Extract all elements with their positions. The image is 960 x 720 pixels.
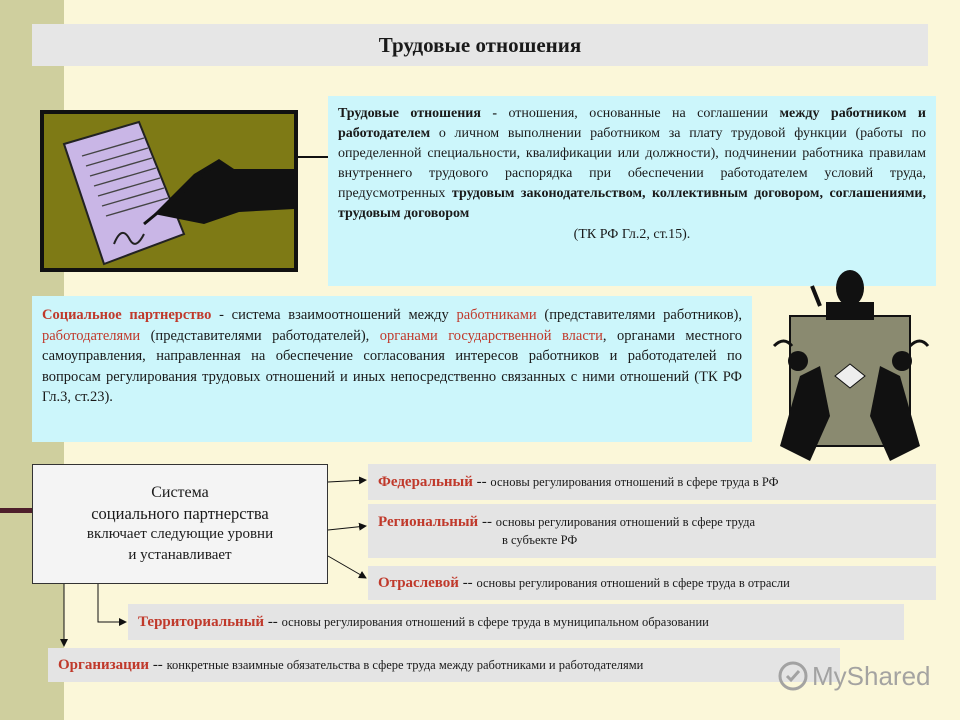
partnership-text-1: система взаимоотношений между — [231, 307, 457, 323]
definition-text-2: о личном выполнении работником за плату трудовой функции (работы по определенной специальности, квалификации или должности), подчинении работника правилам внутреннего трудового распорядка при обеспечении работодателем условий труда, предусмотренных — [338, 126, 926, 201]
level-organization-name: Организации — [58, 657, 150, 673]
level-territorial — [128, 604, 904, 640]
level-sectoral-dash: -- — [458, 575, 477, 591]
watermark-text: MyShared — [812, 660, 931, 691]
level-organization-desc: конкретные взаимные обязательства в сфере труда между работниками и работодателями — [166, 658, 644, 672]
definition-sep: - — [480, 106, 509, 121]
partnership-red-1: работниками — [456, 307, 537, 323]
partnership-box — [32, 296, 752, 442]
level-organization — [48, 648, 840, 682]
definition-term: Трудовые отношения — [338, 106, 481, 121]
definition-reference: (ТК РФ Гл.2, ст.15). — [573, 227, 691, 242]
level-territorial-name: Территориальный — [138, 614, 265, 630]
level-regional-name: Региональный — [378, 514, 479, 530]
level-regional-desc-2: в субъекте РФ — [502, 533, 578, 547]
partnership-sep: - — [211, 307, 232, 323]
partnership-red-3: органами государственной власти — [379, 327, 603, 344]
myshared-logo-icon — [778, 661, 808, 691]
level-regional-desc: основы регулирования отношений в сфере труда — [495, 515, 755, 529]
level-sectoral-desc: основы регулирования отношений в сфере труда в отрасли — [476, 576, 790, 590]
system-line-2: социального партнерства — [91, 504, 269, 523]
partnership-text-4: , органами местного самоуправления, направленная на обеспечение согласования интересов работников и работодателей по вопросам регулирования трудовых отношений и иных непосредственно связанных с ними отношений (ТК РФ Гл.3, ст.23). — [42, 327, 742, 405]
partnership-term: Социальное партнерство — [42, 307, 212, 323]
system-line-3: включает следующие уровни — [86, 526, 274, 542]
partnership-text-3: (представителями работодателей), — [140, 327, 380, 344]
level-federal — [368, 464, 936, 500]
level-sectoral — [368, 566, 936, 600]
connector-line — [298, 156, 328, 158]
system-line-1: Система — [151, 484, 209, 501]
page-title: Трудовые отношения — [32, 24, 928, 66]
level-organization-dash: -- — [149, 657, 167, 673]
definition-text-1: отношения, основанные на соглашении — [508, 106, 780, 121]
definition-bold-2: трудовым законодательством, коллективным договором, соглашениями, трудовым договором — [338, 186, 926, 221]
level-federal-desc: основы регулирования отношений в сфере труда в РФ — [490, 475, 779, 489]
watermark — [778, 658, 938, 694]
system-line-4: и устанавливает — [128, 547, 232, 563]
partnership-text-2: (представителями работников), — [536, 307, 742, 323]
level-federal-dash: -- — [472, 474, 491, 490]
level-regional — [368, 504, 936, 558]
partnership-red-2: работодателями — [42, 327, 141, 344]
level-sectoral-name: Отраслевой — [378, 575, 459, 591]
level-regional-dash: -- — [478, 514, 496, 530]
level-territorial-dash: -- — [264, 614, 282, 630]
definition-box — [328, 96, 936, 286]
system-box — [32, 464, 328, 584]
level-territorial-desc: основы регулирования отношений в сфере труда в муниципальном образовании — [281, 615, 709, 629]
signing-document-icon — [40, 110, 298, 272]
definition-bold-1: между работником и работодателем — [338, 106, 926, 141]
judge-dispute-icon — [760, 266, 940, 472]
level-federal-name: Федеральный — [378, 474, 473, 490]
